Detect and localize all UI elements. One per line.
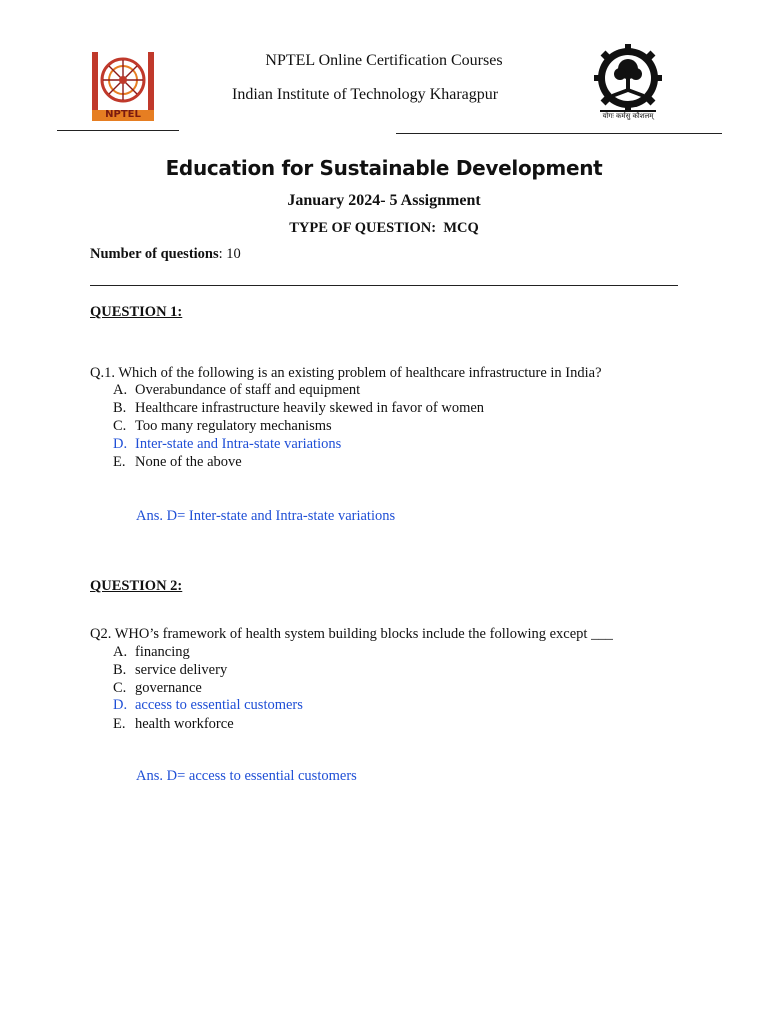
option-letter: E. xyxy=(113,454,126,470)
option-letter: E. xyxy=(113,716,126,732)
question-1-heading: QUESTION 1: xyxy=(90,304,183,320)
question-2-option-c xyxy=(113,679,202,697)
option-letter: B. xyxy=(113,400,127,416)
question-2-heading: QUESTION 2: xyxy=(90,578,183,594)
option-letter: C. xyxy=(113,418,127,434)
question-2-option-a xyxy=(113,643,190,661)
document-title: Education for Sustainable Development xyxy=(165,156,603,180)
option-text: access to essential customers xyxy=(135,697,303,713)
question-1-option-e xyxy=(113,453,242,471)
option-letter: A. xyxy=(113,644,128,660)
question-type: TYPE OF QUESTION: MCQ xyxy=(289,220,479,236)
option-text: Inter-state and Intra-state variations xyxy=(135,436,342,452)
question-2-option-b xyxy=(113,661,227,679)
header-line-2: Indian Institute of Technology Kharagpur xyxy=(232,86,499,103)
nptel-logo-label: NPTEL xyxy=(105,109,141,120)
question-2-text: Q2. WHO’s framework of health system building blocks include the following except ___ xyxy=(90,626,613,642)
gear-tree-emblem-icon xyxy=(594,44,662,122)
assignment-subtitle: January 2024- 5 Assignment xyxy=(287,192,481,209)
option-letter: D. xyxy=(113,697,128,713)
section-divider xyxy=(90,285,678,286)
number-of-questions-value: : 10 xyxy=(218,246,241,262)
header-line-1: NPTEL Online Certification Courses xyxy=(265,52,503,69)
option-text: health workforce xyxy=(135,716,234,732)
iit-kgp-motto: योगः कर्मसु कौशलम् xyxy=(602,112,654,120)
question-1-option-a xyxy=(113,381,360,399)
option-letter: D. xyxy=(113,436,128,452)
option-text: financing xyxy=(135,644,190,660)
header-rule-right xyxy=(396,133,722,134)
header-rule-left xyxy=(57,130,179,131)
option-letter: C. xyxy=(113,680,127,696)
question-2-answer: Ans. D= access to essential customers xyxy=(136,768,357,784)
option-letter: B. xyxy=(113,662,127,678)
option-text: Overabundance of staff and equipment xyxy=(135,382,361,398)
question-1-text: Q.1. Which of the following is an existing problem of healthcare infrastructure in India? xyxy=(90,365,602,381)
question-2-option-d-correct xyxy=(113,696,303,714)
question-1-option-d-correct xyxy=(113,435,341,453)
question-1-option-b xyxy=(113,399,484,417)
option-text: Healthcare infrastructure heavily skewed in favor of women xyxy=(135,400,485,416)
option-text: None of the above xyxy=(135,454,242,470)
option-text: service delivery xyxy=(135,662,228,678)
question-1-option-c xyxy=(113,417,332,435)
iit-kgp-logo xyxy=(594,44,662,122)
option-text: governance xyxy=(135,680,202,696)
question-1-answer: Ans. D= Inter-state and Intra-state variations xyxy=(136,508,396,524)
option-letter: A. xyxy=(113,382,128,398)
number-of-questions xyxy=(90,245,241,263)
question-2-option-e xyxy=(113,715,234,733)
number-of-questions-label: Number of questions xyxy=(90,246,219,262)
option-text: Too many regulatory mechanisms xyxy=(135,418,332,434)
